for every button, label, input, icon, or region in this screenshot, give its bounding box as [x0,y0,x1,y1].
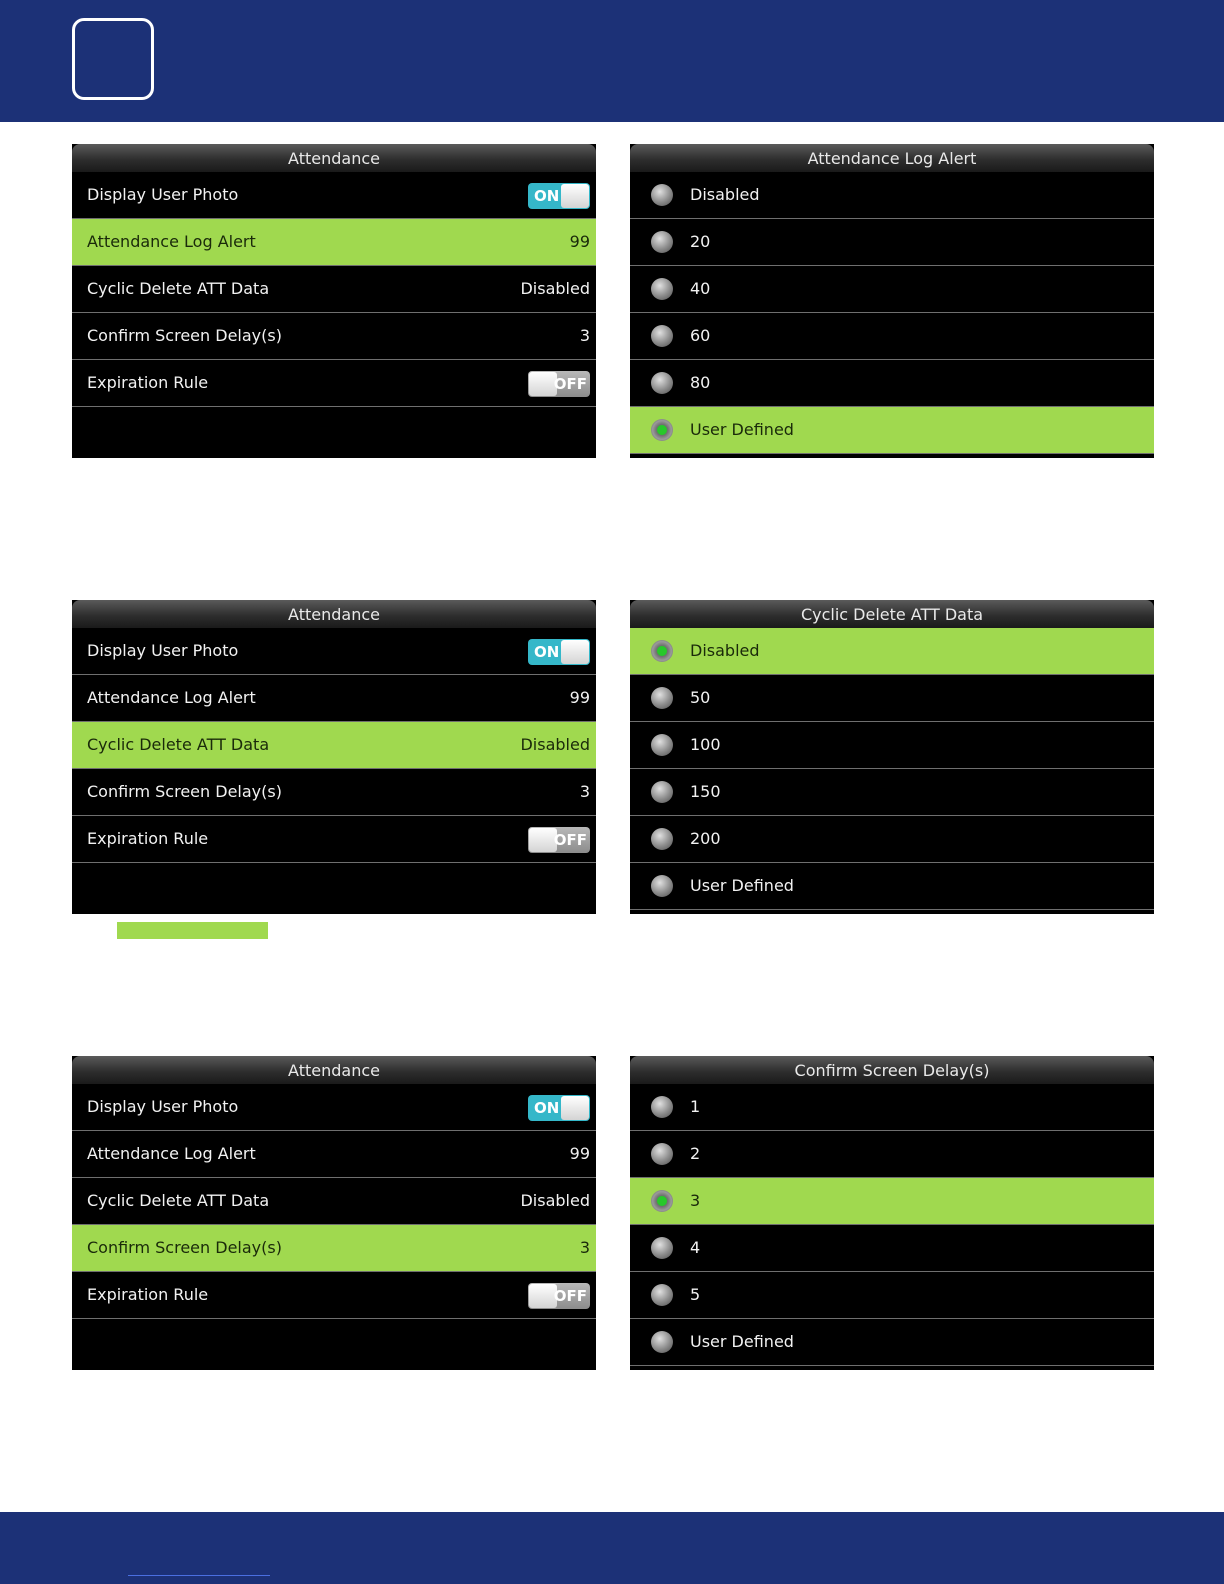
display-photo-toggle[interactable] [528,1095,590,1121]
option-label: 3 [690,1191,701,1210]
log-alert-screen [630,144,1154,458]
radio-button[interactable] [651,781,673,803]
radio-button[interactable] [651,1237,673,1259]
radio-button[interactable] [651,1331,673,1353]
option-label: 1 [690,1097,701,1116]
radio-button-selected[interactable] [651,640,673,662]
cyclic-delete-screen [630,600,1154,914]
option-item[interactable] [630,769,1154,816]
toggle-knob [561,1096,589,1120]
attendance-screen-2 [72,600,596,914]
menu-item-confirm-delay[interactable] [72,769,596,816]
toggle-knob [561,640,589,664]
menu-item-label: Expiration Rule [87,829,209,848]
menu-item-expiration-rule[interactable] [72,816,596,863]
menu-item-value: 99 [569,688,590,707]
option-label: 5 [690,1285,701,1304]
toggle-knob [561,184,589,208]
radio-button[interactable] [651,278,673,300]
option-item[interactable] [630,816,1154,863]
radio-button-selected[interactable] [651,1190,673,1212]
menu-item-label: Display User Photo [87,1097,239,1116]
option-label: 4 [690,1238,701,1257]
menu-item-value: Disabled [520,735,590,754]
menu-item-value: Disabled [520,279,590,298]
toggle-text: ON [534,643,560,661]
option-item[interactable] [630,219,1154,266]
highlight-marker [117,922,268,939]
menu-item-cyclic-delete[interactable] [72,1178,596,1225]
radio-button[interactable] [651,325,673,347]
menu-item-value: 3 [579,782,590,801]
menu-item-label: Expiration Rule [87,373,209,392]
option-item[interactable] [630,266,1154,313]
page-header [0,0,1224,122]
toggle-text: OFF [553,375,587,393]
page-footer [0,1512,1224,1584]
menu-item-confirm-delay[interactable] [72,313,596,360]
option-label: User Defined [690,876,794,895]
menu-item-expiration-rule[interactable] [72,360,596,407]
menu-item-value: 3 [579,1238,590,1257]
menu-item-label: Attendance Log Alert [87,688,256,707]
option-item[interactable] [630,360,1154,407]
option-item-selected[interactable] [630,407,1154,454]
radio-button[interactable] [651,1143,673,1165]
display-photo-toggle[interactable] [528,639,590,665]
menu-item-value: 99 [569,232,590,251]
attendance-screen-1 [72,144,596,458]
menu-item-label: Confirm Screen Delay(s) [87,782,282,801]
radio-button[interactable] [651,687,673,709]
toggle-text: ON [534,1099,560,1117]
radio-button[interactable] [651,231,673,253]
menu-item-label: Attendance Log Alert [87,1144,256,1163]
menu-item-label: Attendance Log Alert [87,232,256,251]
menu-item-attendance-log-alert[interactable] [72,675,596,722]
radio-button-selected[interactable] [651,419,673,441]
option-item[interactable] [630,1225,1154,1272]
menu-item-label: Cyclic Delete ATT Data [87,1191,270,1210]
toggle-text: OFF [553,831,587,849]
menu-item-label: Display User Photo [87,185,239,204]
display-photo-toggle[interactable] [528,183,590,209]
menu-item-attendance-log-alert[interactable] [72,1131,596,1178]
menu-item-display-user-photo[interactable] [72,628,596,675]
screen-title: Cyclic Delete ATT Data [630,600,1154,628]
option-label: 2 [690,1144,701,1163]
menu-item-expiration-rule[interactable] [72,1272,596,1319]
menu-item-label: Cyclic Delete ATT Data [87,735,270,754]
screen-title: Attendance [72,600,596,628]
menu-item-display-user-photo[interactable] [72,1084,596,1131]
footer-link-underline [128,1575,270,1576]
radio-button[interactable] [651,1096,673,1118]
option-item[interactable] [630,1272,1154,1319]
option-label: 60 [690,326,711,345]
radio-button[interactable] [651,1284,673,1306]
option-label: Disabled [690,185,760,204]
header-icon-box [72,18,154,100]
radio-button[interactable] [651,372,673,394]
menu-item-value: Disabled [520,1191,590,1210]
option-label: 150 [690,782,721,801]
option-label: Disabled [690,641,760,660]
expiration-rule-toggle[interactable] [528,1283,590,1309]
menu-item-label: Expiration Rule [87,1285,209,1304]
menu-item-cyclic-delete[interactable] [72,266,596,313]
menu-item-cyclic-delete[interactable] [72,722,596,769]
option-item[interactable] [630,722,1154,769]
option-item[interactable] [630,675,1154,722]
menu-item-confirm-delay[interactable] [72,1225,596,1272]
menu-item-attendance-log-alert[interactable] [72,219,596,266]
expiration-rule-toggle[interactable] [528,827,590,853]
option-item[interactable] [630,863,1154,910]
option-label: User Defined [690,1332,794,1351]
option-item[interactable] [630,1319,1154,1366]
confirm-delay-screen [630,1056,1154,1370]
menu-item-label: Cyclic Delete ATT Data [87,279,270,298]
menu-item-label: Confirm Screen Delay(s) [87,1238,282,1257]
radio-button[interactable] [651,184,673,206]
menu-item-label: Confirm Screen Delay(s) [87,326,282,345]
option-label: 20 [690,232,711,251]
toggle-text: OFF [553,1287,587,1305]
option-item[interactable] [630,1084,1154,1131]
option-item-selected[interactable] [630,628,1154,675]
option-label: 200 [690,829,721,848]
option-item[interactable] [630,172,1154,219]
radio-button[interactable] [651,734,673,756]
expiration-rule-toggle[interactable] [528,371,590,397]
option-label: 50 [690,688,711,707]
option-label: 80 [690,373,711,392]
option-label: User Defined [690,420,794,439]
attendance-screen-3 [72,1056,596,1370]
toggle-text: ON [534,187,560,205]
option-label: 100 [690,735,721,754]
screen-title: Attendance Log Alert [630,144,1154,172]
option-label: 40 [690,279,711,298]
option-item[interactable] [630,1131,1154,1178]
menu-item-value: 99 [569,1144,590,1163]
menu-item-value: 3 [579,326,590,345]
radio-button[interactable] [651,828,673,850]
screen-title: Attendance [72,144,596,172]
menu-item-label: Display User Photo [87,641,239,660]
screen-title: Confirm Screen Delay(s) [630,1056,1154,1084]
radio-button[interactable] [651,875,673,897]
option-item[interactable] [630,313,1154,360]
screen-title: Attendance [72,1056,596,1084]
option-item-selected[interactable] [630,1178,1154,1225]
menu-item-display-user-photo[interactable] [72,172,596,219]
